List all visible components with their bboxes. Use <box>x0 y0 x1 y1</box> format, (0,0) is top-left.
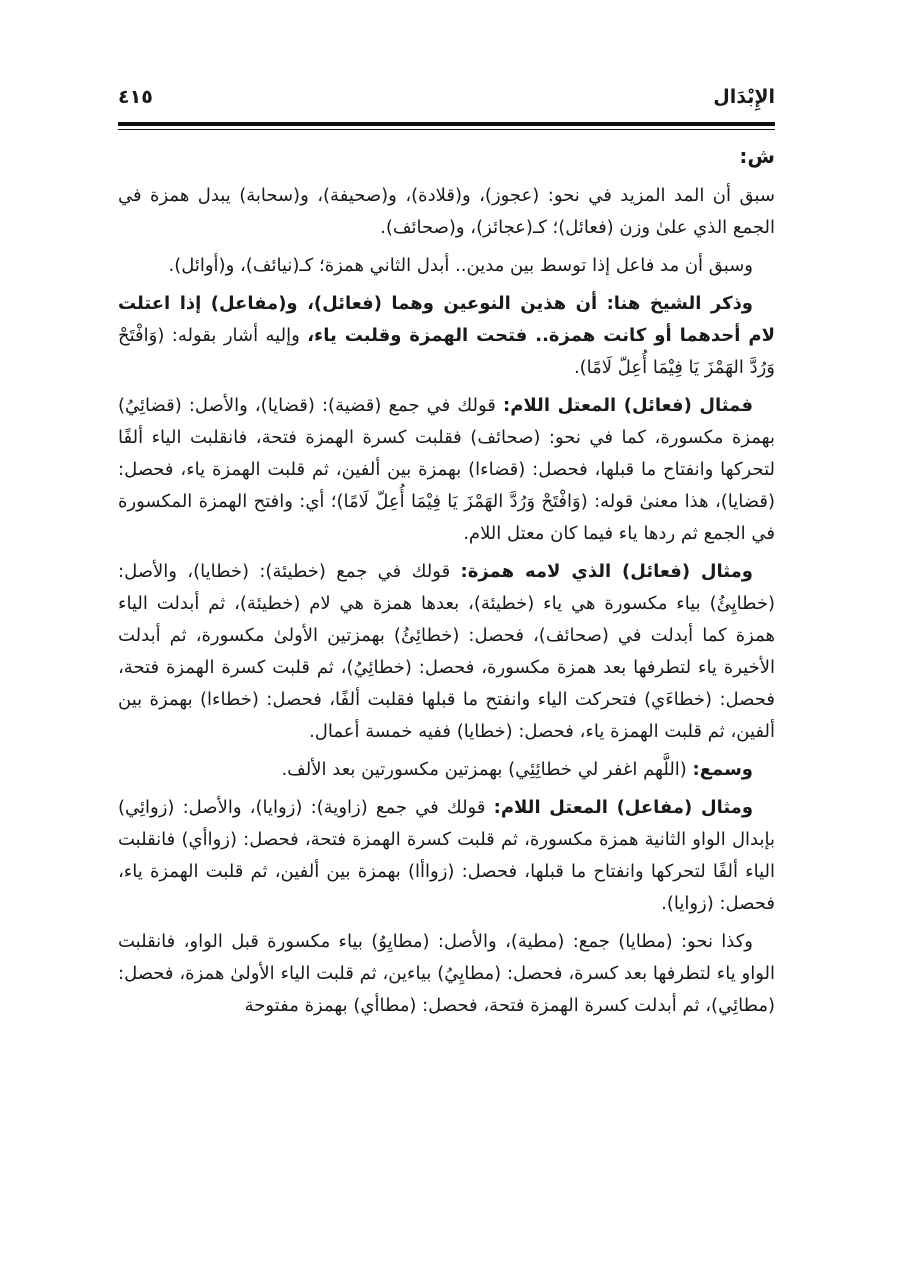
paragraph-1: سبق أن المد المزيد في نحو: (عجوز)، و(قلادة)، و(صحيفة)، و(سحابة) يبدل همزة في الجمع الذي علىٰ وزن (فعائل)؛ كـ(عجائز)، و(صحائف). <box>118 185 775 238</box>
paragraph-6-bold: وسمع: <box>692 759 753 780</box>
running-header <box>118 82 775 122</box>
paragraph-6 <box>118 754 775 786</box>
sharh-label: ش: <box>739 144 775 168</box>
paragraph-5 <box>118 556 775 748</box>
chapter-title: الإِبْدَال <box>713 86 775 108</box>
header-rule-thin <box>118 129 775 130</box>
paragraph-4-text: قولك في جمع (قضية): (قضايا)، والأصل: (قضائِيُ) بهمزة مكسورة، كما في نحو: (صحائف) فقلبت كسرة الهمزة فتحة، فانقلبت الياء ألفًا لتحركها وانفتاح ما قبلها، فحصل: (قضاءا) بهمزة بين ألفين، ثم قلبت الهمزة ياء، فحصل: (قضايا)، هذا معنىٰ قوله: (وَافْتَحْ وَرُدَّ الهَمْزَ يَا فِيْمَا أُعِلّ لَامًا)؛ أي: وافتح الهمزة المكسورة في الجمع ثم ردها ياء فيما كان معتل اللام. <box>118 395 775 544</box>
paragraph-3-bold: وذكر الشيخ هنا: أن هذين النوعين وهما (فعائل)، و(مفاعل) إذا اعتلت لام أحدهما أو كانت همزة.. فتحت الهمزة وقلبت ياء، <box>118 293 775 346</box>
paragraph-3 <box>118 288 775 384</box>
header-rule-thick <box>118 122 775 126</box>
body-text <box>118 140 775 1028</box>
paragraph-6-text: (اللَّهم اغفر لي خطائِئِي) بهمزتين مكسورتين بعد الألف. <box>281 759 693 780</box>
paragraph-7-text: قولك في جمع (زاوية): (زوايا)، والأصل: (زوائِي) بإبدال الواو الثانية همزة مكسورة، ثم قلبت كسرة الهمزة فتحة، فحصل: (زواأي) فانقلبت الياء ألفًا لتحركها وانفتاح ما قبلها، فحصل: (زواأا) بهمزة بين ألفين، ثم قلبت الهمزة ياء، فحصل: (زوايا). <box>118 797 775 914</box>
paragraph-2: وسبق أن مد فاعل إذا توسط بين مدين.. أبدل الثاني همزة؛ كـ(نيائف)، و(أوائل). <box>168 255 753 276</box>
paragraph-7 <box>118 792 775 920</box>
paragraph-5-text: قولك في جمع (خطيئة): (خطايا)، والأصل: (خطايِئُ) بياء مكسورة هي ياء (خطيئة)، بعدها همزة هي لام (خطيئة)، ثم أبدلت الياء همزة كما أبدلت في (صحائف)، فحصل: (خطائِئُ) بهمزتين الأولىٰ مكسورة، ثم أبدلت الأخيرة ياء لتطرفها بعد همزة مكسورة، فحصل: (خطائِيُ)، ثم قلبت كسرة الهمزة فتحة، فحصل: (خطاءَي) فتحركت الياء وانفتح ما قبلها فقلبت ألفًا، فحصل: (خطاءا) بهمزة بين ألفين، ثم قلبت الهمزة ياء، فحصل: (خطايا) ففيه خمسة أعمال. <box>118 561 775 742</box>
paragraph-4 <box>118 390 775 550</box>
paragraph-5-bold: ومثال (فعائل) الذي لامه همزة: <box>460 561 753 582</box>
paragraph-7-bold: ومثال (مفاعل) المعتل اللام: <box>493 797 754 818</box>
paragraph-4-bold: فمثال (فعائل) المعتل اللام: <box>503 395 753 416</box>
page-number: ٤١٥ <box>118 86 153 108</box>
paragraph-3-text: وإليه أشار بقوله: (وَافْتَحْ وَرُدَّ الهَمْزَ يَا فِيْمَا أُعِلّ لَامًا). <box>118 325 775 378</box>
paragraph-8: وكذا نحو: (مطايا) جمع: (مطية)، والأصل: (مطايِوُ) بياء مكسورة قبل الواو، فانقلبت الواو ياء لتطرفها بعد كسرة، فحصل: (مطايِيُ) بياءين، ثم قلبت الياء الأولىٰ همزة، فحصل: (مطائِي)، ثم أبدلت كسرة الهمزة فتحة، فحصل: (مطاأي) بهمزة مفتوحة <box>118 931 775 1016</box>
